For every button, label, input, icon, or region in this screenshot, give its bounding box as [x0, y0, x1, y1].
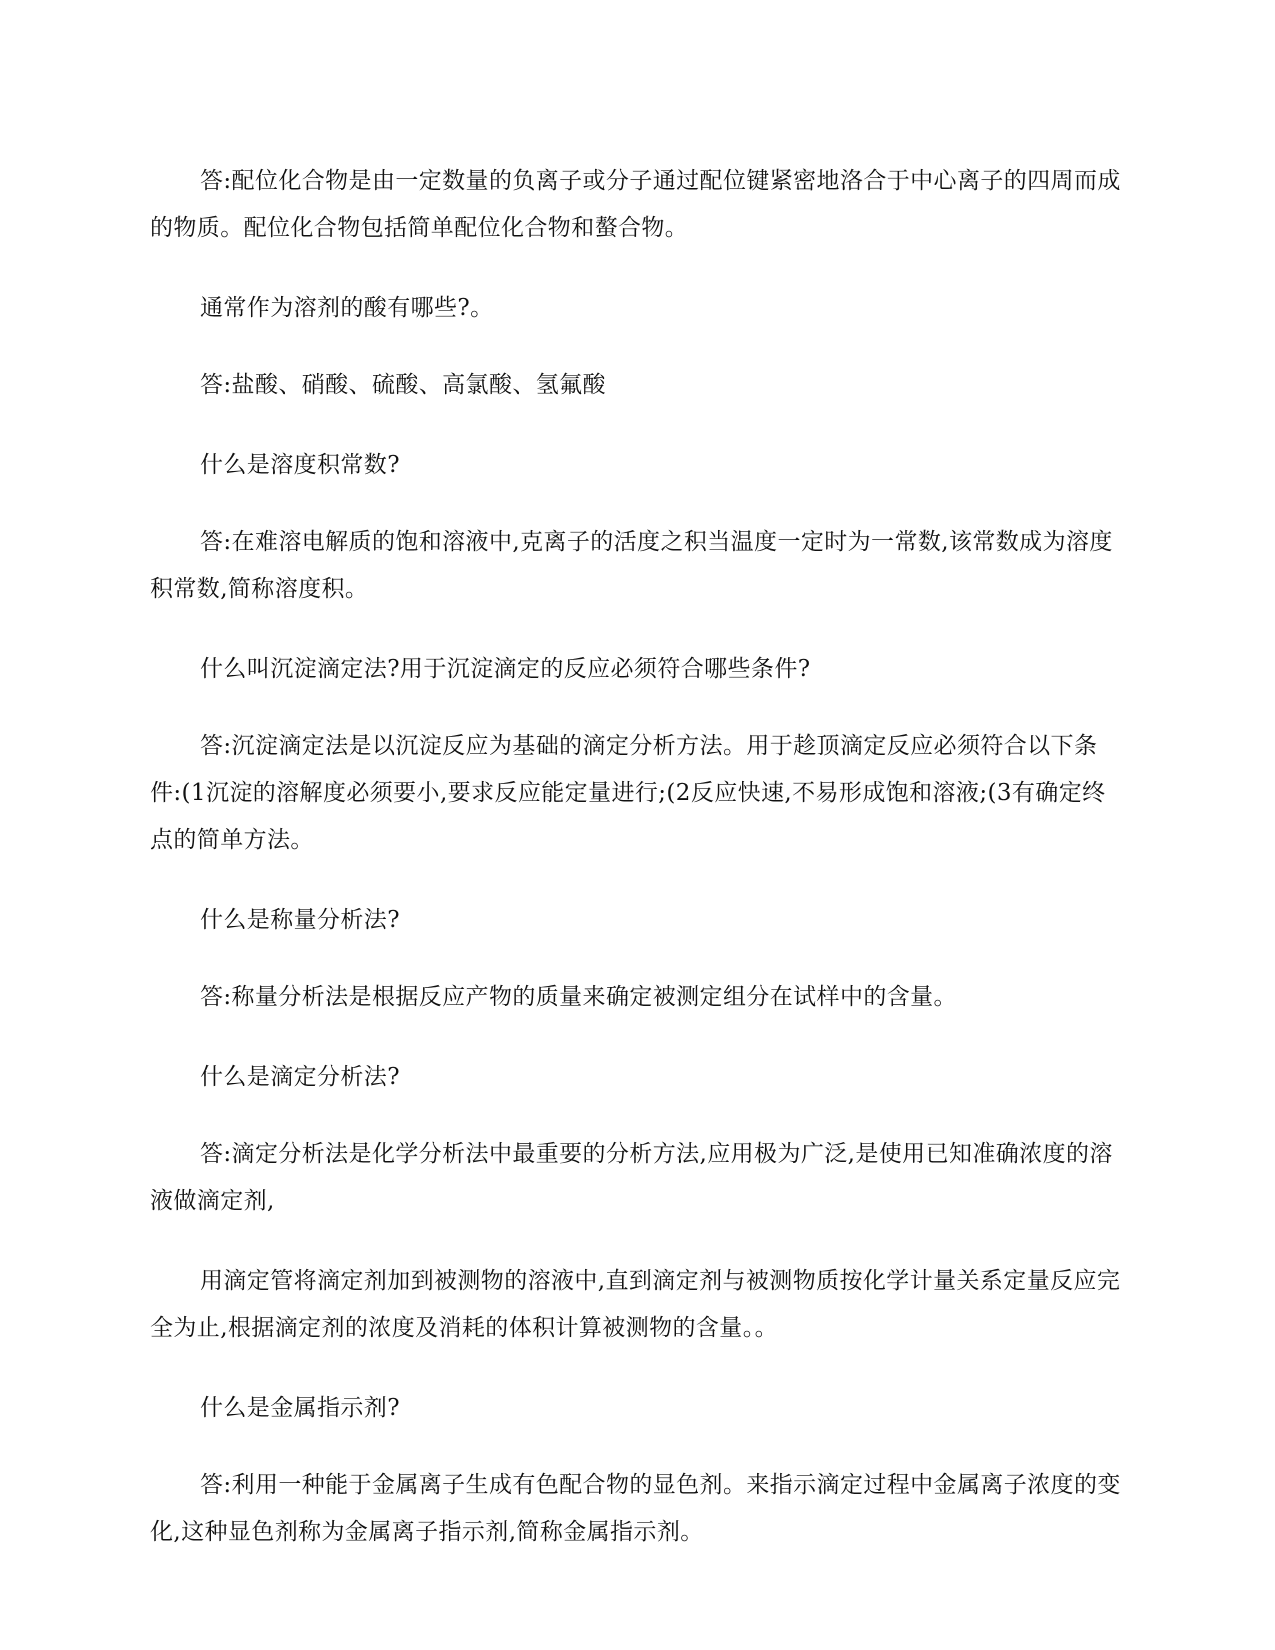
answer-gravimetric-analysis: 答:称量分析法是根据反应产物的质量来确定被测定组分在试样中的含量。: [200, 984, 957, 1010]
answer-titration-analysis-part1: 答:滴定分析法是化学分析法中最重要的分析方法,应用极为广泛,是使用已知准确浓度的溶液做滴定剂,: [150, 1141, 1113, 1214]
question-solubility-product: 什么是溶度积常数?: [200, 452, 400, 478]
answer-solubility-product: 答:在难溶电解质的饱和溶液中,克离子的活度之积当温度一定时为一常数,该常数成为溶度积常数,简称溶度积。: [150, 529, 1113, 602]
question-precipitation-titration: 什么叫沉淀滴定法?用于沉淀滴定的反应必须符合哪些条件?: [200, 656, 811, 682]
answer-metal-indicator: 答:利用一种能于金属离子生成有色配合物的显色剂。来指示滴定过程中金属离子浓度的变化,这种显色剂称为金属离子指示剂,简称金属指示剂。: [150, 1472, 1121, 1545]
answer-solvent-acids: 答:盐酸、硝酸、硫酸、高氯酸、氢氟酸: [200, 372, 606, 398]
question-metal-indicator: 什么是金属指示剂?: [200, 1395, 400, 1421]
answer-precipitation-titration: 答:沉淀滴定法是以沉淀反应为基础的滴定分析方法。用于趁顶滴定反应必须符合以下条件:(1沉淀的溶解度必须要小,要求反应能定量进行;(2反应快速,不易形成饱和溶液;(3有确定终点的简单方法。: [150, 733, 1106, 853]
question-titration-analysis: 什么是滴定分析法?: [200, 1064, 400, 1090]
answer-titration-analysis-part2: 用滴定管将滴定剂加到被测物的溶液中,直到滴定剂与被测物质按化学计量关系定量反应完全为止,根据滴定剂的浓度及消耗的体积计算被测物的含量。。: [150, 1268, 1121, 1341]
answer-coordination-compound: 答:配位化合物是由一定数量的负离子或分子通过配位键紧密地洛合于中心离子的四周而成的物质。配位化合物包括简单配位化合物和螯合物。: [150, 168, 1121, 241]
document-body: [150, 158, 1125, 1589]
question-solvent-acids: 通常作为溶剂的酸有哪些?。: [200, 295, 494, 321]
question-gravimetric-analysis: 什么是称量分析法?: [200, 907, 400, 933]
